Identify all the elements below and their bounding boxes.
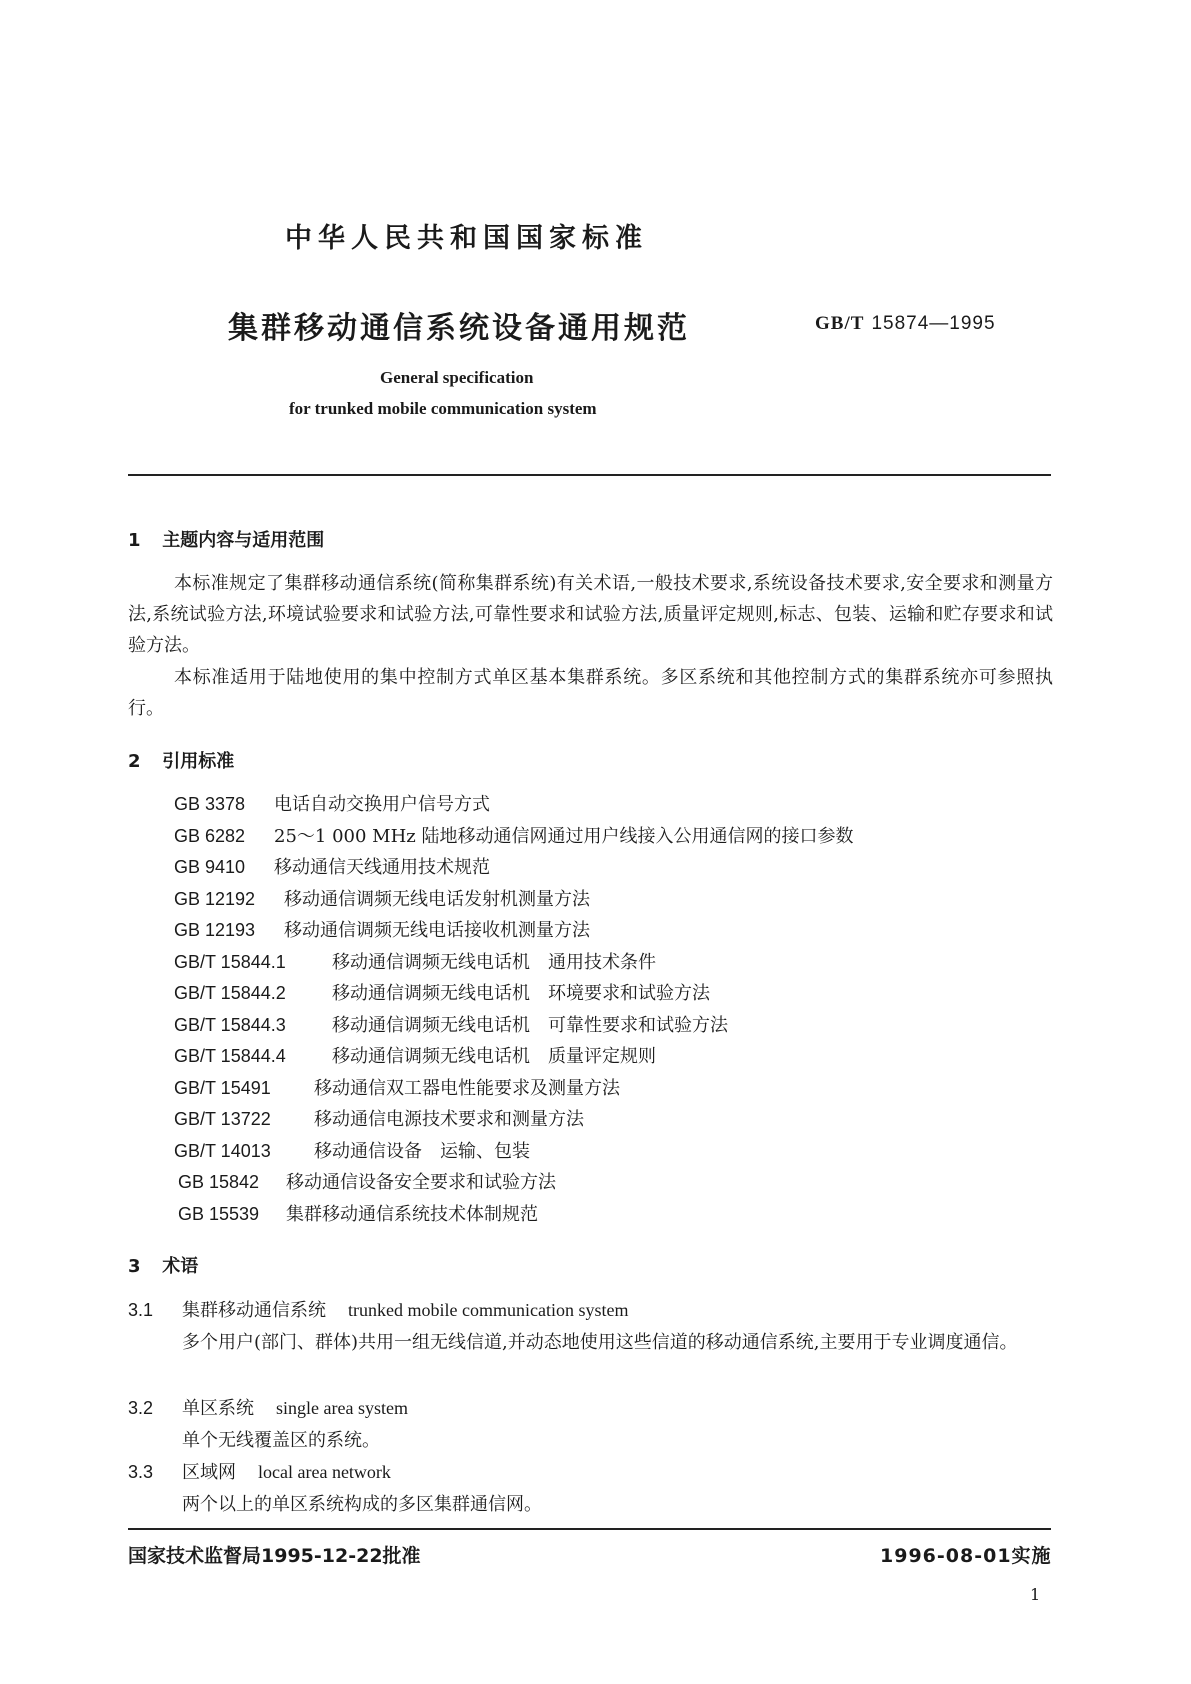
document-title: 集群移动通信系统设备通用规范: [228, 311, 690, 346]
reference-code: GB 15539: [178, 1203, 260, 1224]
reference-item: [174, 1137, 530, 1163]
section-number: 3: [128, 1256, 141, 1277]
reference-title: 移动通信调频无线电话机 质量评定规则: [332, 1046, 656, 1067]
term-english: single area system: [276, 1398, 408, 1418]
term-entry: [128, 1458, 391, 1484]
term-english: local area network: [258, 1462, 391, 1482]
term-number: 3.2: [128, 1398, 154, 1418]
approval-date: 国家技术监督局1995-12-22批准: [128, 1545, 421, 1567]
reference-title: 集群移动通信系统技术体制规范: [286, 1203, 538, 1225]
reference-item: [174, 948, 656, 974]
reference-code: GB/T 15844.4: [174, 1046, 286, 1066]
bottom-divider: [128, 1528, 1051, 1530]
reference-item: [174, 885, 590, 911]
english-title-line1: General specification: [380, 368, 534, 387]
reference-title: 电话自动交换用户信号方式: [274, 794, 490, 815]
reference-title: 移动通信调频无线电话机 环境要求和试验方法: [332, 983, 710, 1004]
term-definition: 两个以上的单区系统构成的多区集群通信网。: [182, 1494, 542, 1515]
term-entry: [128, 1296, 628, 1322]
reference-code: GB/T 13722: [174, 1109, 271, 1129]
section-title: 引用标准: [162, 751, 235, 772]
top-divider: [128, 474, 1051, 476]
reference-code: GB/T 15491: [174, 1077, 271, 1098]
reference-code: GB 9410: [174, 857, 246, 877]
reference-code: GB 6282: [174, 825, 246, 846]
term-english: trunked mobile communication system: [348, 1300, 629, 1320]
reference-item: [174, 916, 590, 942]
term-number: 3.3: [128, 1462, 154, 1482]
reference-item: [174, 1105, 584, 1131]
reference-item: [174, 1042, 656, 1068]
reference-title: 移动通信调频无线电话机 通用技术条件: [332, 951, 656, 973]
reference-title: 移动通信电源技术要求和测量方法: [314, 1109, 584, 1130]
reference-item: [178, 1168, 556, 1194]
reference-code: GB 12192: [174, 888, 256, 909]
section-2-heading: [128, 747, 234, 773]
section-number: 2: [128, 751, 141, 772]
term-number: 3.1: [128, 1300, 154, 1320]
term-chinese: 集群移动通信系统: [182, 1300, 326, 1321]
section-3-heading: [128, 1252, 198, 1278]
term-chinese: 单区系统: [182, 1398, 254, 1419]
reference-code: GB 12193: [174, 920, 256, 940]
section-number: 1: [128, 530, 141, 551]
reference-code: GB 3378: [174, 794, 246, 814]
reference-item: [174, 979, 710, 1005]
term-chinese: 区域网: [182, 1462, 236, 1483]
standard-code: 15874—1995: [871, 313, 996, 334]
reference-code: GB/T 15844.3: [174, 1014, 286, 1035]
term-definition: 单个无线覆盖区的系统。: [182, 1430, 380, 1451]
reference-title: 移动通信调频无线电话机 可靠性要求和试验方法: [332, 1014, 728, 1036]
reference-title: 移动通信设备 运输、包装: [314, 1140, 530, 1162]
reference-title: 移动通信天线通用技术规范: [274, 857, 490, 878]
reference-title: 移动通信调频无线电话发射机测量方法: [284, 888, 590, 910]
national-standard-heading: 中华人民共和国国家标准: [285, 223, 648, 254]
standard-prefix: GB/T: [815, 313, 865, 334]
reference-code: GB 15842: [178, 1172, 260, 1192]
reference-item: [174, 790, 490, 816]
effective-date: 1996-08-01实施: [880, 1545, 1052, 1567]
section-title: 术语: [162, 1256, 199, 1277]
reference-title: 移动通信调频无线电话接收机测量方法: [284, 920, 590, 941]
reference-code: GB/T 14013: [174, 1140, 271, 1161]
section-1-paragraph-2: 本标准适用于陆地使用的集中控制方式单区基本集群系统。多区系统和其他控制方式的集群系统亦可参照执行。: [128, 667, 1053, 719]
reference-code: GB/T 15844.1: [174, 951, 286, 972]
term-definition: 多个用户(部门、群体)共用一组无线信道,并动态地使用这些信道的移动通信系统,主要用于专业调度通信。: [182, 1332, 1018, 1353]
reference-item: [174, 853, 490, 879]
reference-code: GB/T 15844.2: [174, 983, 286, 1003]
reference-item: [178, 1200, 538, 1226]
standard-number: [815, 312, 996, 335]
section-1-paragraph-1: 本标准规定了集群移动通信系统(简称集群系统)有关术语,一般技术要求,系统设备技术要求,安全要求和测量方法,系统试验方法,环境试验要求和试验方法,可靠性要求和试验方法,质量评定规则,标志、包装、运输和贮存要求和试验方法。: [128, 573, 1053, 656]
english-title-line2: for trunked mobile communication system: [289, 399, 597, 418]
reference-title: 25～1 000 MHz 陆地移动通信网通过用户线接入公用通信网的接口参数: [274, 825, 854, 847]
reference-title: 移动通信双工器电性能要求及测量方法: [314, 1077, 620, 1099]
section-title: 主题内容与适用范围: [162, 530, 325, 551]
reference-item: [174, 1011, 728, 1037]
page-number: 1: [1030, 1585, 1041, 1604]
term-entry: [128, 1394, 408, 1420]
section-1-heading: [128, 526, 324, 552]
reference-item: [174, 822, 854, 848]
reference-item: [174, 1074, 620, 1100]
reference-title: 移动通信设备安全要求和试验方法: [286, 1172, 556, 1193]
